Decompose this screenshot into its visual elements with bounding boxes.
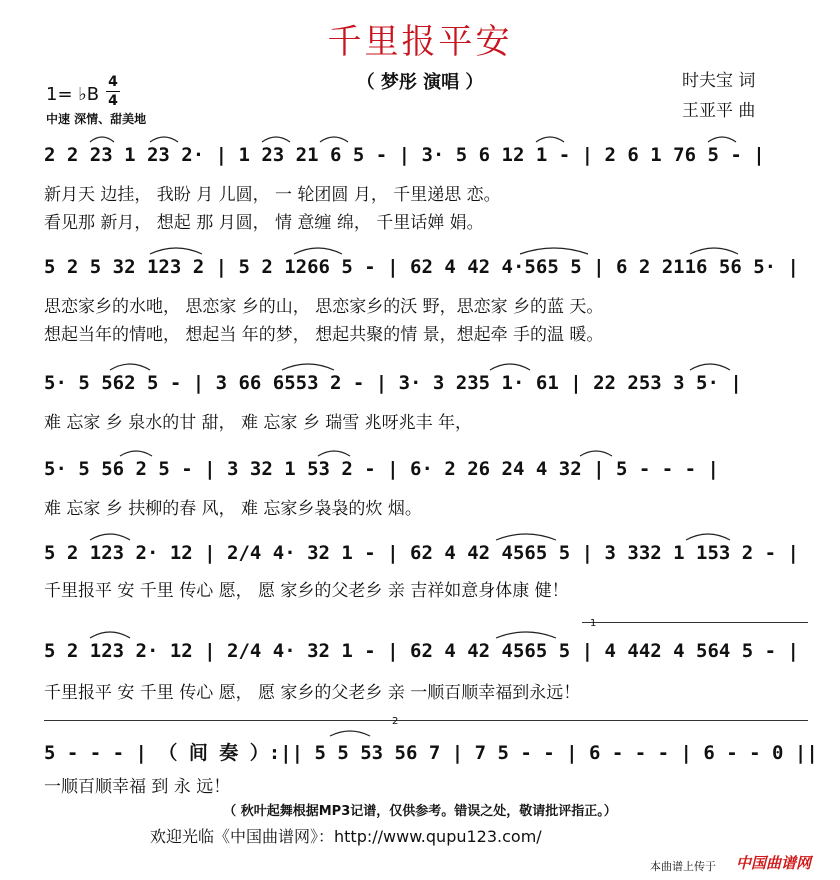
transcription-note: （ 秋叶起舞根据MP3记谱，仅供参考。错误之处，敬请批评指正。） <box>223 804 617 819</box>
lyricist-credit: 时夫宝 词 <box>682 71 756 91</box>
lyric-line-5: 千里报平 安 千里 传心 愿， 愿 家乡的父老乡 亲 吉祥如意身体康 健！ <box>44 581 569 601</box>
slur-15 <box>120 451 152 456</box>
site-welcome-link[interactable]: 欢迎光临《中国曲谱网》：http://www.qupu123.com/ <box>150 827 542 846</box>
slur-20 <box>686 534 730 540</box>
slur-18 <box>90 534 130 540</box>
lyric-line-6: 千里报平 安 千里 传心 愿， 愿 家乡的父老乡 亲 一顺百顺幸福到永远！ <box>44 683 581 703</box>
upload-caption: 本曲谱上传于 <box>650 860 716 873</box>
composer-credit: 王亚平 曲 <box>682 101 756 121</box>
first-ending-number: 1 <box>590 618 597 629</box>
lyric-line-3: 难 忘家 乡 泉水的甘 甜， 难 忘家 乡 瑞雪 兆呀兆丰 年， <box>44 413 473 433</box>
tempo-marking: 中速 深情、甜美地 <box>46 112 147 126</box>
slur-10 <box>690 248 738 254</box>
second-ending-number: 2 <box>392 716 399 727</box>
slur-3 <box>262 137 290 142</box>
slur-5 <box>536 137 564 142</box>
slur-8 <box>294 248 342 254</box>
slur-12 <box>282 364 334 370</box>
slur-19 <box>496 534 556 540</box>
slur-4 <box>320 137 348 142</box>
slur-17 <box>580 451 612 456</box>
slur-6 <box>708 137 736 142</box>
singer-credit: （ 梦彤 演唱 ） <box>356 72 484 93</box>
lyric-line-1b: 看见那 新月， 想起 那 月圆， 情 意缠 绵， 千里话婵 娟。 <box>44 213 484 233</box>
slur-11 <box>110 364 150 370</box>
notation-line-2: 5 2 5 32 123 2 | 5 2 1266 5 - | 62 4 42 4·565 5 | 6 2 2116 56 5· | <box>44 256 799 278</box>
lyric-line-2b: 想起当年的情吔， 想起当 年的梦， 想起共聚的情 景，想起牵 手的温 暖。 <box>44 325 604 345</box>
notation-line-7: 5 - - - | （ 间 奏 ）:|| 5 5 53 56 7 | 7 5 - - | 6 - - - | 6 - - 0 || <box>44 742 818 764</box>
slur-21 <box>90 632 130 638</box>
song-title: 千里报平安 <box>327 22 513 62</box>
slur-1 <box>90 137 114 142</box>
slur-13 <box>490 364 530 370</box>
slur-7 <box>150 248 202 254</box>
site-logo: 中国曲谱网 <box>736 854 812 872</box>
notation-line-1: 2 2 23 1 23 2· | 1 23 21 6 5 - | 3· 5 6 12 1 - | 2 6 1 76 5 - | <box>44 144 765 166</box>
slur-22 <box>496 632 556 638</box>
lyric-line-1a: 新月天 边挂， 我盼 月 儿圆， 一 轮团圆 月， 千里递思 恋。 <box>44 185 501 205</box>
slur-2 <box>150 137 178 142</box>
notation-line-6: 5 2 123 2· 12 | 2/4 4· 32 1 - | 62 4 42 4565 5 | 4 442 4 564 5 - | <box>44 640 799 662</box>
slur-9 <box>520 248 588 254</box>
notation-line-4: 5· 5 56 2 5 - | 3 32 1 53 2 - | 6· 2 26 24 4 32 | 5 - - - | <box>44 458 719 480</box>
lyric-line-7: 一顺百顺幸福 到 永 远！ <box>44 777 231 797</box>
meter-bottom: 4 <box>108 93 118 109</box>
slur-23 <box>330 731 370 736</box>
lyric-line-4: 难 忘家 乡 扶柳的春 风， 难 忘家乡袅袅的炊 烟。 <box>44 499 422 519</box>
meter-top: 4 <box>108 74 118 90</box>
notation-line-3: 5· 5 562 5 - | 3 66 6553 2 - | 3· 3 235 1· 61 | 22 253 3 5· | <box>44 372 742 394</box>
slur-16 <box>318 451 350 456</box>
lyric-line-2a: 思恋家乡的水吔， 思恋家 乡的山， 思恋家乡的沃 野，思恋家 乡的蓝 天。 <box>44 297 604 317</box>
notation-line-5: 5 2 123 2· 12 | 2/4 4· 32 1 - | 62 4 42 4565 5 | 3 332 1 153 2 - | <box>44 542 799 564</box>
slur-14 <box>690 364 730 370</box>
key-signature: 1= ♭B <box>46 84 100 105</box>
